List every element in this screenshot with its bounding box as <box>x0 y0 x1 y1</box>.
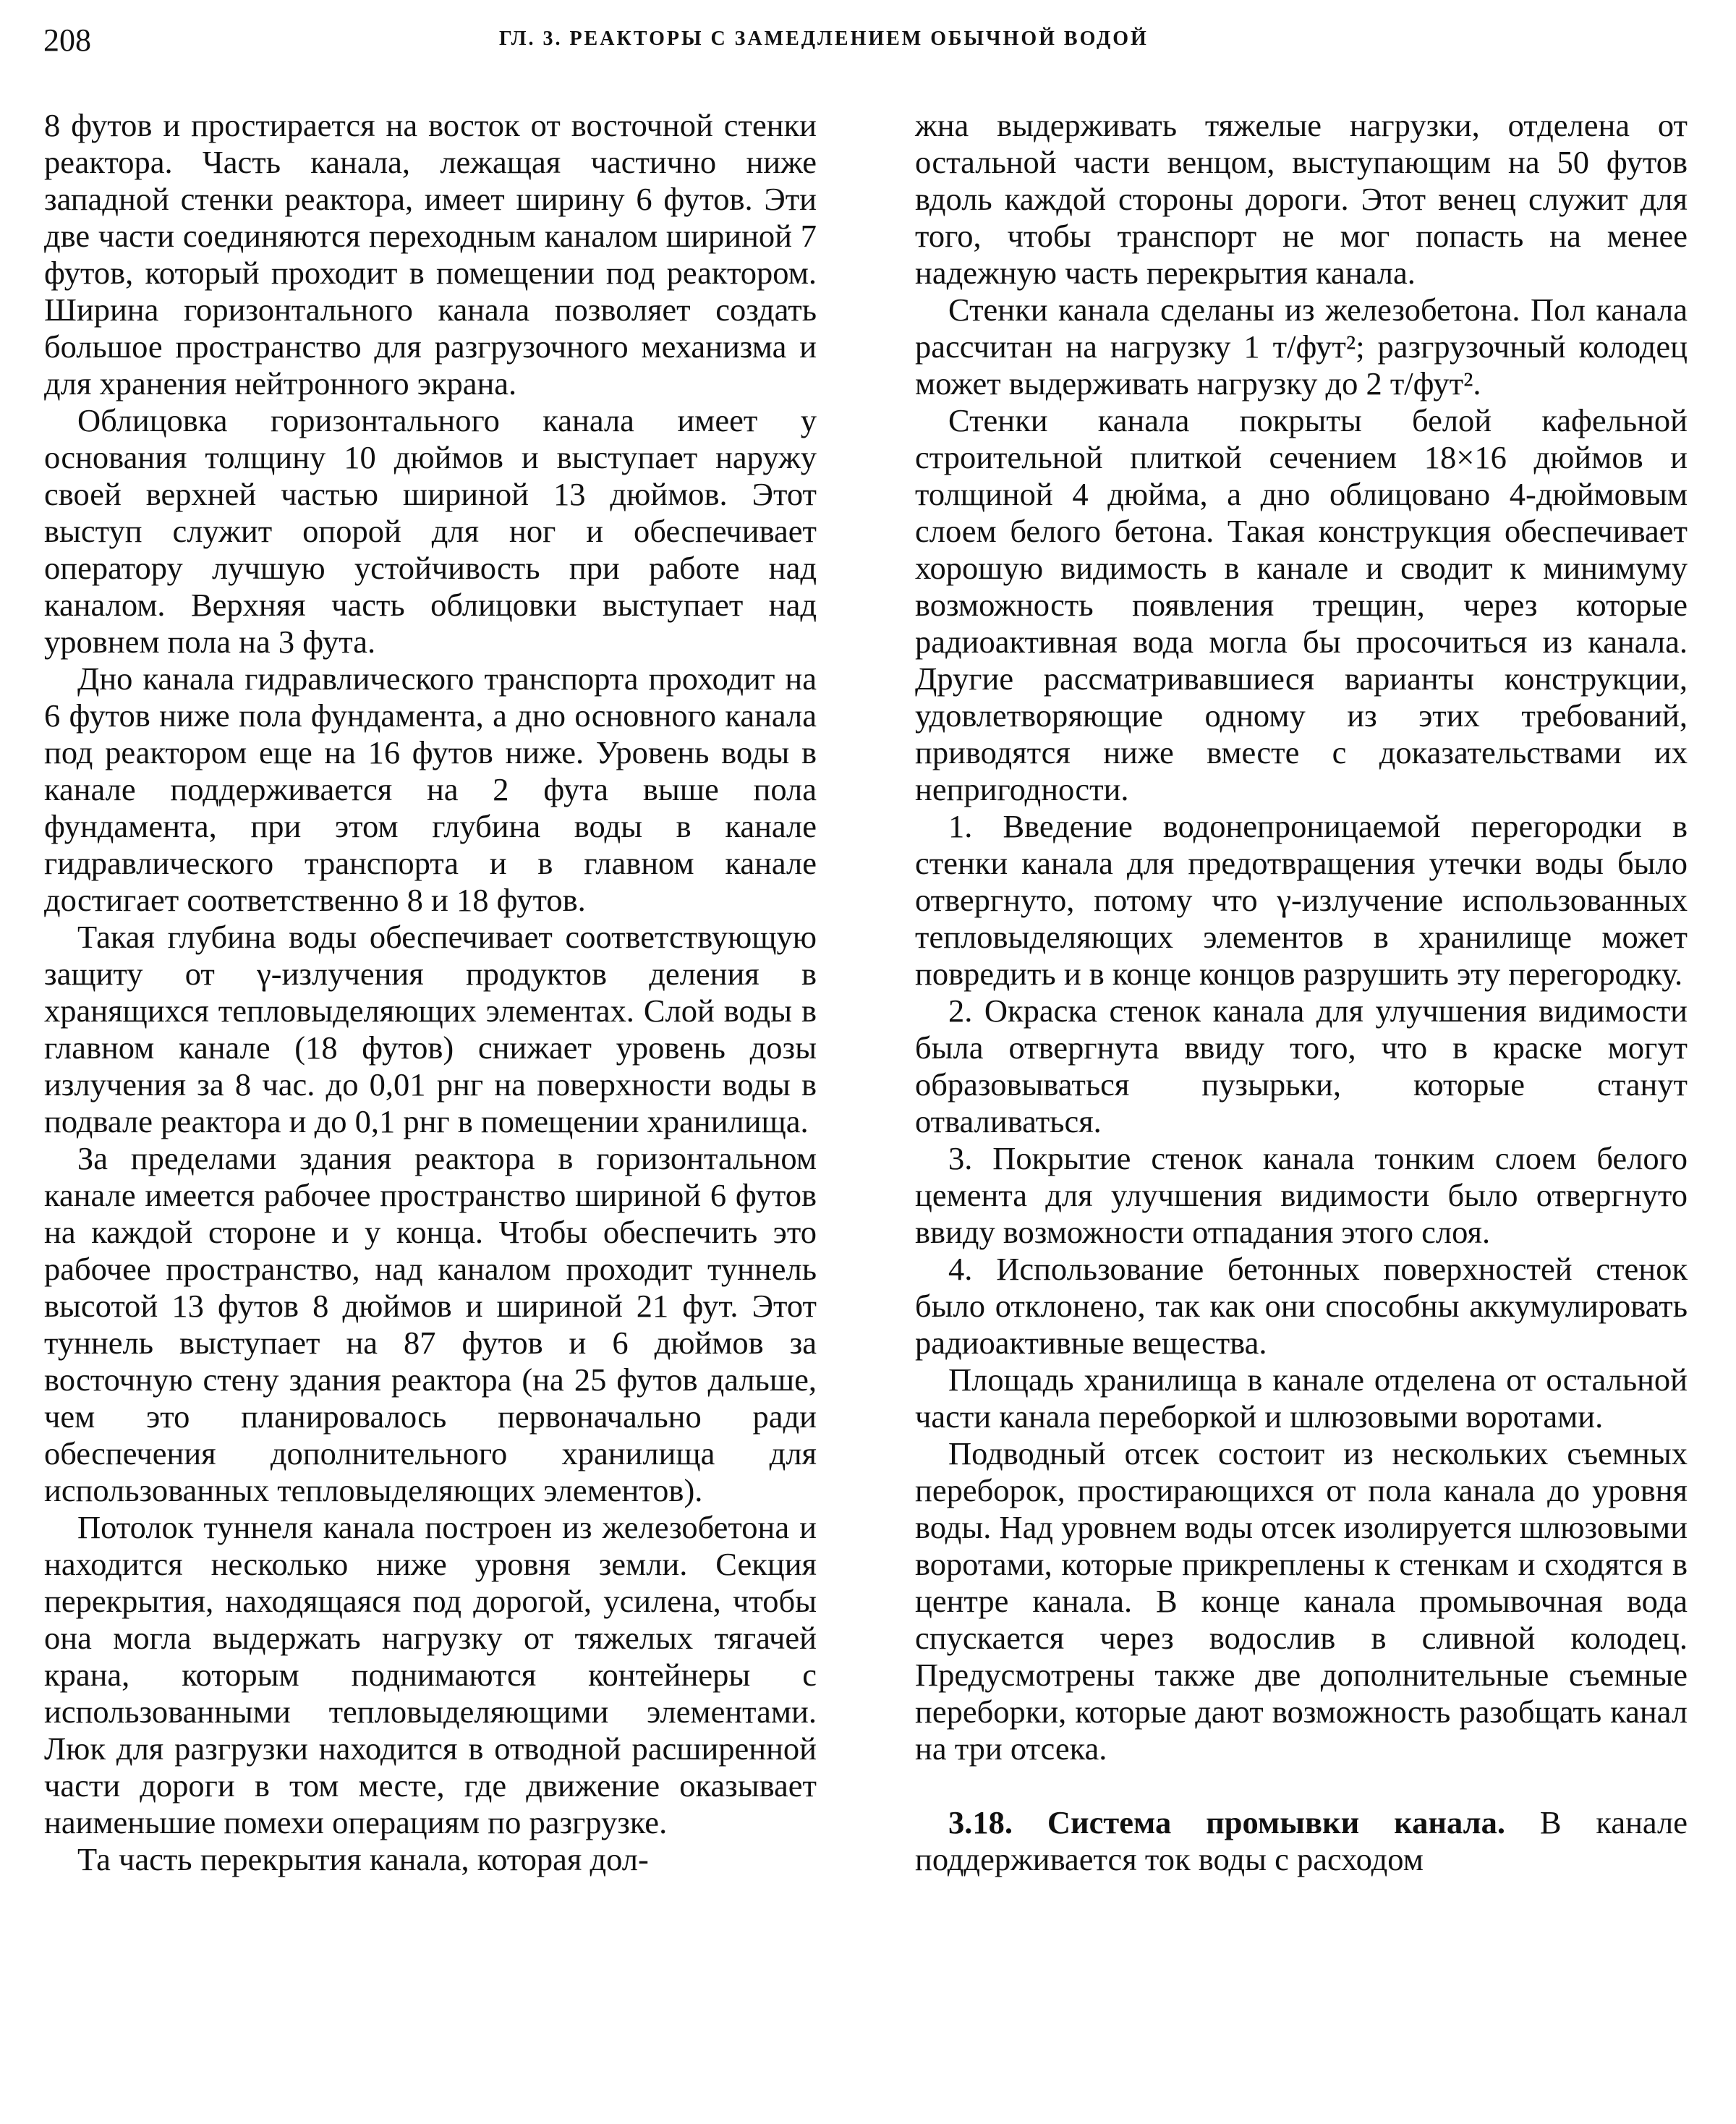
running-title: ГЛ. 3. РЕАКТОРЫ С ЗАМЕДЛЕНИЕМ ОБЫЧНОЙ ВОДОЙ <box>499 27 1149 50</box>
paragraph: Стенки канала сделаны из железобетона. Пол канала рассчитан на нагрузку 1 т/фут²; разгрузочный колодец может выдерживать нагрузку до 2 т/фут². <box>915 292 1688 402</box>
paragraph: За пределами здания реактора в горизонтальном канале имеется рабочее пространство шириной 6 футов на каждой стороне и у конца. Чтобы обеспечить это рабочее пространство, над каналом проходит туннель высотой 13 футов 8 дюймов и шириной 21 фут. Этот туннель выступает на 87 футов и 6 дюймов за восточную стену здания реактора (на 25 футов дальше, чем это планировалось первоначально ради обеспечения дополнительного хранилища для использованных тепловыделяющих элементов). <box>44 1140 817 1508</box>
right-column <box>915 107 1688 1878</box>
section-text: В канале поддерживается ток воды с расходом <box>915 1804 1688 1877</box>
list-item: 4. Использование бетонных поверхностей стенок было отклонено, так как они способны аккумулировать радиоактивные вещества. <box>915 1251 1688 1361</box>
paragraph: жна выдерживать тяжелые нагрузки, отделена от остальной части венцом, выступающим на 50 футов вдоль каждой стороны дороги. Этот венец служит для того, чтобы транспорт не мог попасть на менее надежную часть перекрытия канала. <box>915 107 1688 291</box>
paragraph: Стенки канала покрыты белой кафельной строительной плиткой сечением 18×16 дюймов и толщиной 4 дюйма, а дно облицовано 4-дюймовым слоем белого бетона. Такая конструкция обеспечивает хорошую видимость в канале и сводит к минимуму возможность появления трещин, через которые радиоактивная вода могла бы просочиться из канала. Другие рассматривавшиеся варианты конструкции, удовлетворяющие одному из этих требований, приводятся ниже вместе с доказательствами их непригодности. <box>915 402 1688 807</box>
section-paragraph <box>915 1804 1688 1878</box>
paragraph: Такая глубина воды обеспечивает соответствующую защиту от γ-излучения продуктов деления в хранящихся тепловыделяющих элементах. Слой воды в главном канале (18 футов) снижает уровень дозы излучения за 8 час. до 0,01 рнг на поверхности воды в подвале реактора и до 0,1 рнг в помещении хранилища. <box>44 919 817 1139</box>
paragraph: Облицовка горизонтального канала имеет у основания толщину 10 дюймов и выступает наружу своей верхней частью шириной 13 дюймов. Этот выступ служит опорой для ног и обеспечивает оператору лучшую устойчивость при работе над каналом. Верхняя часть облицовки выступает над уровнем пола на 3 фута. <box>44 402 817 660</box>
paragraph: Подводный отсек состоит из нескольких съемных переборок, простирающихся от пола канала до уровня воды. Над уровнем воды отсек изолируется шлюзовыми воротами, которые прикреплены к стенкам и сходятся в центре канала. В конце канала промывочная вода спускается через водослив в сливной колодец. Предусмотрены также две дополнительные съемные переборки, которые дают возможность разобщать канал на три отсека. <box>915 1435 1688 1767</box>
paragraph: Площадь хранилища в канале отделена от остальной части канала переборкой и шлюзовыми воротами. <box>915 1362 1688 1435</box>
list-item: 1. Введение водонепроницаемой перегородки в стенки канала для предотвращения утечки воды было отвергнуто, потому что γ-излучение использованных тепловыделяющих элементов в хранилище может повредить и в конце концов разрушить эту перегородку. <box>915 808 1688 992</box>
paragraph: 8 футов и простирается на восток от восточной стенки реактора. Часть канала, лежащая частично ниже западной стенки реактора, имеет ширину 6 футов. Эти две части соединяются переходным каналом шириной 7 футов, который проходит в помещении под реактором. Ширина горизонтального канала позволяет создать большое пространство для разгрузочного механизма и для хранения нейтронного экрана. <box>44 107 817 402</box>
list-item: 3. Покрытие стенок канала тонким слоем белого цемента для улучшения видимости было отвергнуто ввиду возможности отпадания этого слоя. <box>915 1140 1688 1250</box>
section-title: 3.18. Система промывки канала. <box>948 1804 1505 1840</box>
paragraph: Потолок туннеля канала построен из железобетона и находится несколько ниже уровня земли. Секция перекрытия, находящаяся под дорогой, усилена, чтобы она могла выдержать нагрузку от тяжелых тягачей крана, которым поднимаются контейнеры с использованными тепловыделяющими элементами. Люк для разгрузки находится в отводной расширенной части дороги в том месте, где движение оказывает наименьшие помехи операциям по разгрузке. <box>44 1509 817 1840</box>
paragraph: Та часть перекрытия канала, которая дол- <box>77 1841 649 1877</box>
left-column <box>44 107 817 1878</box>
paragraph: Дно канала гидравлического транспорта проходит на 6 футов ниже пола фундамента, а дно основного канала под реактором еще на 16 футов ниже. Уровень воды в канале поддерживается на 2 фута выше пола фундамента, при этом глубина воды в канале гидравлического транспорта и в главном канале достигает соответственно 8 и 18 футов. <box>44 660 817 918</box>
list-item: 2. Окраска стенок канала для улучшения видимости была отвергнута ввиду того, что в краске могут образовываться пузырьки, которые станут отваливаться. <box>915 993 1688 1139</box>
page-header <box>43 19 1693 62</box>
page-number: 208 <box>43 22 91 58</box>
